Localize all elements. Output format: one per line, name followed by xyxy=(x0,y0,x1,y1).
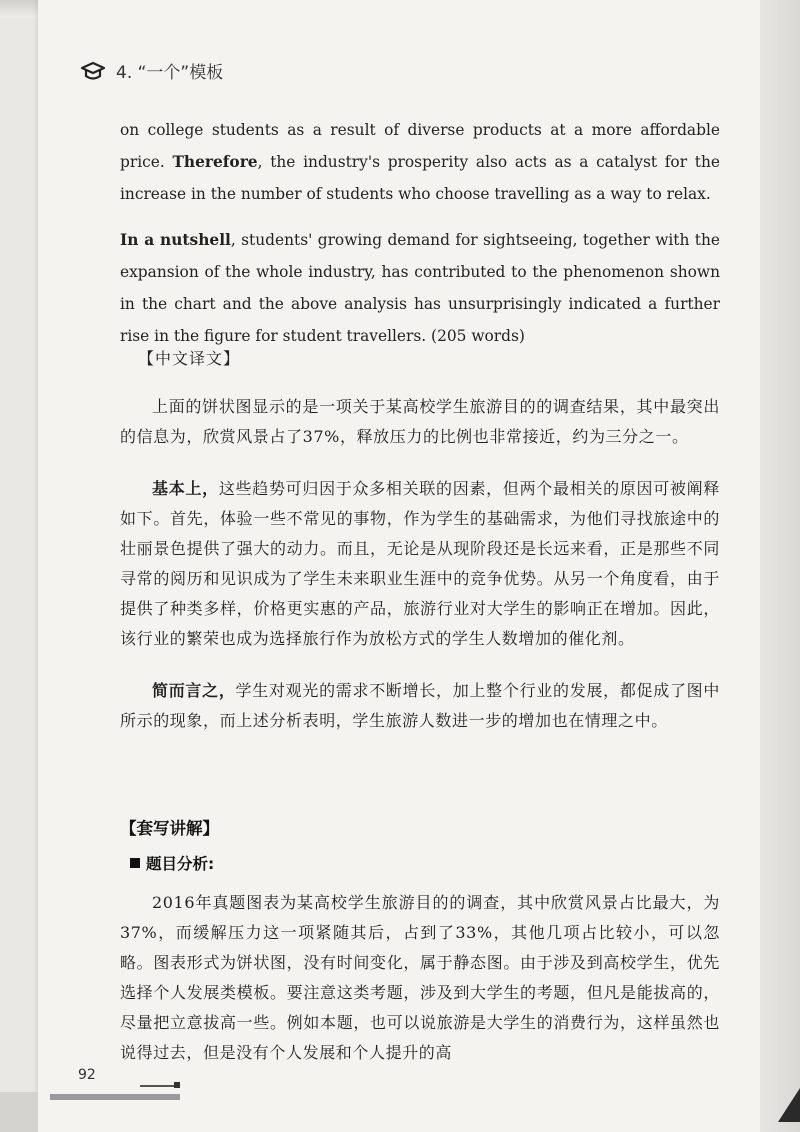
translation-para2-text: 这些趋势可归因于众多相关联的因素，但两个最相关的原因可被阐释如下。首先，体验一些不常见的事物，作为学生的基础需求，为他们寻找旅途中的壮丽景色提供了强大的动力。而且，无论是从现阶段还是长远来看，正是那些不同寻常的阅历和见识成为了学生未来职业生涯中的竞争优势。从另一个角度看，由于提供了种类多样，价格更实惠的产品，旅游行业对大学生的影响正在增加。因此，该行业的繁荣也成为选择旅行作为放松方式的学生人数增加的催化剂。 xyxy=(120,479,720,648)
chapter-header xyxy=(80,58,223,83)
bullet-square-icon xyxy=(130,858,140,868)
english-paragraph-1 xyxy=(120,114,720,210)
page-number: 92 xyxy=(78,1067,96,1083)
english-para1-rest: , the industry's prosperity also acts as a catalyst for the increase in the number of students who choose travelling as a way to relax. xyxy=(120,153,720,203)
english-para1-text: on college students as a result of diverse products at a more affordable price. xyxy=(120,121,720,171)
explanation-section-title: 【套写讲解】 xyxy=(120,819,219,838)
english-passage xyxy=(120,114,720,352)
explanation-paragraph-1: 2016年真题图表为某高校学生旅游目的的调查，其中欣赏风景占比最大，为37%，而缓解压力这一项紧随其后，占到了33%，其他几项占比较小，可以忽略。图表形式为饼状图，没有时间变化，属于静态图。由于涉及到高校学生，优先选择个人发展类模板。要注意这类考题，涉及到大学生的考题，但凡是能拔高的，尽量把立意拔高一些。例如本题，也可以说旅游是大学生的消费行为，这样虽然也说得过去，但是没有个人发展和个人提升的高 xyxy=(120,893,720,1062)
translation-paragraph-2 xyxy=(120,474,720,654)
chinese-translation xyxy=(120,392,720,736)
graduation-cap-icon xyxy=(80,60,106,82)
page-corner-bottom-right xyxy=(778,1088,800,1122)
english-para1-bold: Therefore xyxy=(172,153,258,171)
english-para2-bold: In a nutshell xyxy=(120,231,231,249)
footer-dot xyxy=(174,1082,180,1088)
analysis-subtitle-text: 题目分析: xyxy=(146,855,215,873)
translation-paragraph-3 xyxy=(120,676,720,736)
page-right-margin xyxy=(760,0,800,1132)
footer-bar xyxy=(50,1094,180,1100)
translation-paragraph-1: 上面的饼状图显示的是一项关于某高校学生旅游目的的调查结果，其中最突出的信息为，欣赏风景占了37%，释放压力的比例也非常接近，约为三分之一。 xyxy=(120,397,720,446)
translation-section-title: 【中文译文】 xyxy=(138,349,241,368)
chapter-title: 4. “一个”模板 xyxy=(116,63,224,83)
explanation-body xyxy=(120,888,720,1068)
analysis-subtitle xyxy=(130,852,214,874)
footer-line xyxy=(140,1085,176,1087)
translation-para2-bold: 基本上， xyxy=(152,479,219,498)
english-paragraph-2 xyxy=(120,224,720,352)
translation-para3-text: 学生对观光的需求不断增长，加上整个行业的发展，都促成了图中所示的现象，而上述分析表明，学生旅游人数进一步的增加也在情理之中。 xyxy=(120,681,720,730)
english-para2-text: , students' growing demand for sightseeing, together with the expansion of the whole industry, has contributed to the phenomenon shown in the chart and the above analysis has unsurprisingly indicated a further rise in the figure for student travellers. (205 words) xyxy=(120,231,720,345)
translation-para3-bold: 简而言之， xyxy=(152,681,236,700)
page-corner-bottom-left xyxy=(0,1092,38,1132)
